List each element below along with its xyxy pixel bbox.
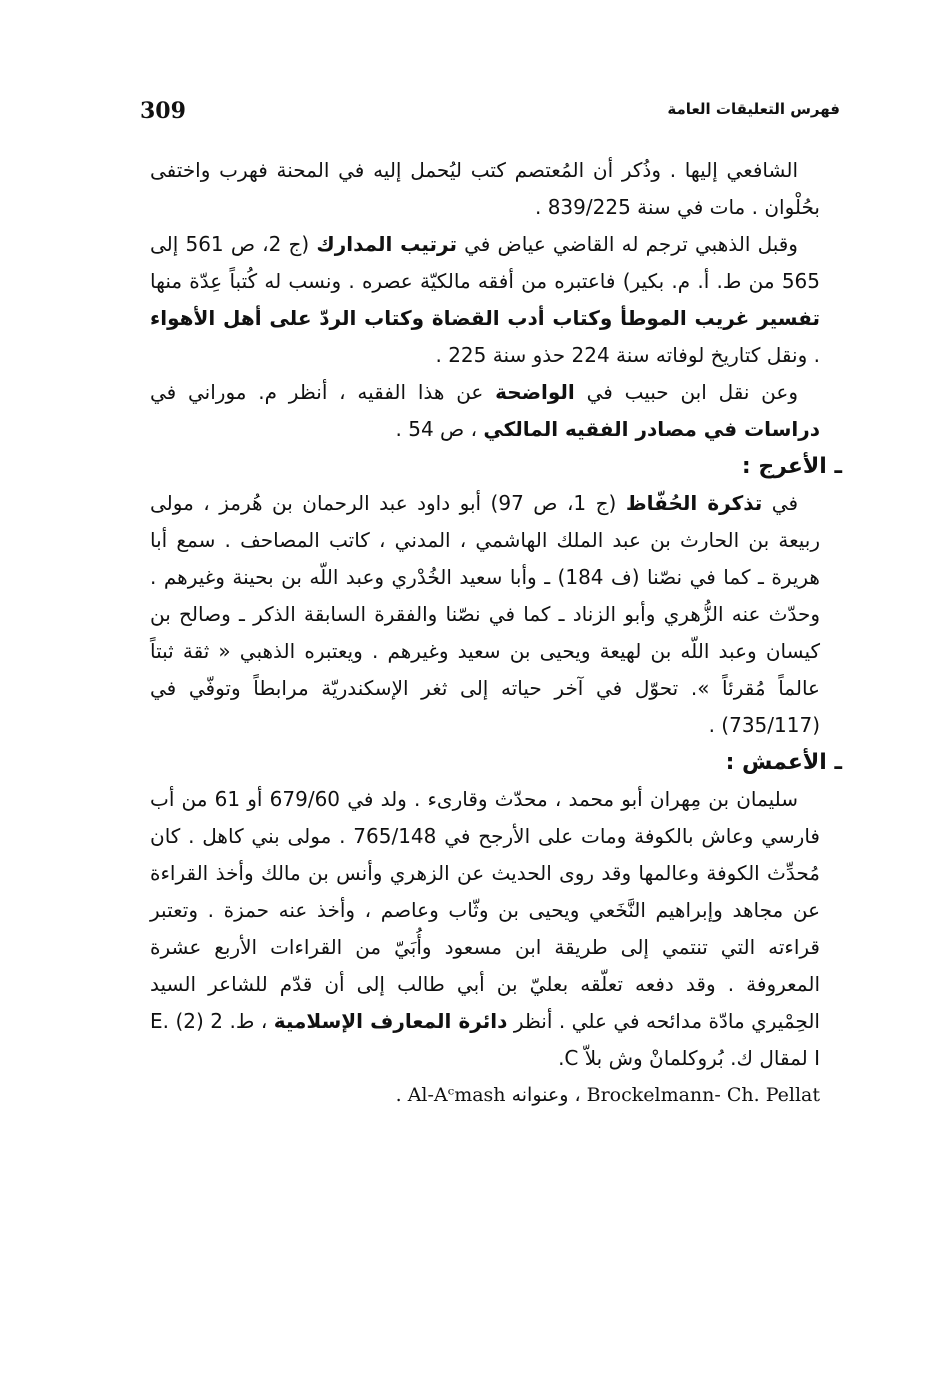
entry-heading-amash: ـ الأعمش : — [725, 750, 842, 775]
book-titles: تفسير غريب الموطأ وكتاب أدب القضاة وكتاب الردّ على أهل الأهواء — [150, 306, 820, 330]
paragraph-text: (ج 2، ص 561 إلى 565 من ط. أ. م. بكير) فاعتبره من أفقه مالكيّة عصره . ونسب له كُتباً عِدّة منها — [150, 232, 820, 293]
paragraph-text: سليمان بن مِهران أبو محمد ، محدّث وقارىء . ولد في 679/60 أو 61 من أب فارسي وعاش بالكوفة ومات على الأرجح في 765/148 . مولى بني كاهل . كان مُحدِّث الكوفة وعالمها وقد روى الحديث عن الزهري وأنس بن مالك وأخذ القراءة عن مجاهد وإبراهيم النَّخَعي ويحيى بن وثّاب وعاصم ، وأخذ عنه حمزة . وتعتبر قراءته التي تنتمي إلى طريقة ابن مسعود وأُبَيّ من القراءات الأربع عشرة المعروفة . وقد دفعه تعلّقه بعليّ بن أبي طالب إلى أن قدّم للشاعر السيد الحِمْيري مادّة مدائحه في علي . أنظر — [150, 787, 820, 1033]
paragraph-text: وقبل الذهبي ترجم له القاضي عياض في — [456, 232, 798, 256]
book-title: دراسات في مصادر الفقيه المالكي — [483, 417, 820, 441]
paragraph-text: ، ط. 2 (2) E. I لمقال ك. بُروكلمانْ وش بلاّ C. — [150, 1009, 820, 1070]
paragraph-dhahabi — [150, 226, 820, 374]
body-text — [150, 152, 842, 1114]
paragraph-text: وعن نقل ابن حبيب في — [574, 380, 799, 404]
paragraph-text: الشافعي إليها . وذُكر أن المُعتصم كتب ليُحمل إليه في المحنة فهرب واختفى بحُلْوان . مات في سنة 839/225 . — [150, 158, 820, 219]
page-number: 309 — [140, 98, 186, 124]
book-title: ترتيب المدارك — [316, 232, 457, 256]
paragraph-text: في — [762, 491, 799, 515]
entry-heading-araj: ـ الأعرج : — [741, 454, 842, 479]
page-header — [140, 98, 840, 134]
running-title: فهرس التعليقات العامة — [667, 100, 840, 118]
paragraph-text: (ج 1، ص 97) أبو داود عبد الرحمان بن هُرمز ، مولى ربيعة بن الحارث بن عبد الملك الهاشمي ، المدني ، كاتب المصاحف . سمع أبا هريرة ـ كما في نصّنا (ف 184) ـ وأبا سعيد الخُدْري وعبد اللّه بن بحينة وغيرهم . وحدّث عنه الزُّهري وأبو الزناد ـ كما في نصّنا والفقرة السابقة الذكر ـ وصالح بن كيسان وعبد اللّه بن لهيعة ويحيى بن سعيد وغيرهم . ويعتبره الذهبي « ثقة ثبتاً عالماً مُقرئاً ». تحوّل في آخر حياته إلى ثغر الإسكندريّة مرابطاً وتوفّي في (735/117) . — [150, 491, 820, 737]
entry-body-araj — [150, 485, 820, 744]
paragraph-text: عن هذا الفقيه ، أنظر م. موراني في — [150, 380, 496, 404]
book-title: دائرة المعارف الإسلامية — [273, 1009, 508, 1033]
entry-body-amash — [150, 781, 820, 1077]
latin-reference-line: . Al-Aᶜmash وعنوانه ، Brockelmann- Ch. Pellat — [395, 1084, 820, 1106]
book-title: الواضحة — [495, 380, 575, 404]
paragraph-text: . ونقل كتاريخ لوفاته سنة 224 حذو سنة 225 . — [435, 343, 820, 367]
book-title: تذكرة الحُفّاظ — [625, 491, 763, 515]
paragraph-shafii-continuation — [150, 152, 820, 226]
paragraph-text: ، ص 54 . — [395, 417, 484, 441]
paragraph-ibn-habib — [150, 374, 820, 448]
